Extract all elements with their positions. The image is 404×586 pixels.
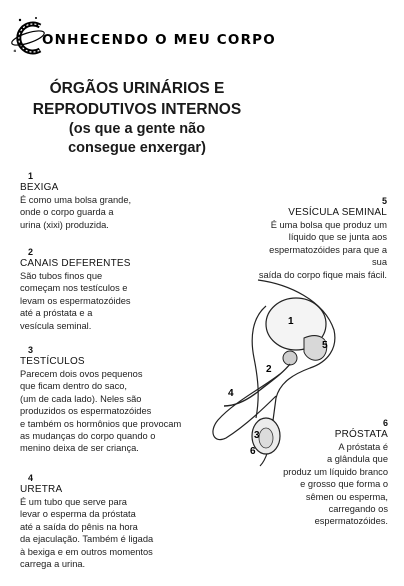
section-vesicula-seminal	[255, 196, 387, 281]
section-name: VESÍCULA SEMINAL	[288, 207, 387, 218]
section-uretra	[20, 473, 200, 570]
urethra	[224, 364, 290, 406]
page-title	[22, 78, 252, 158]
diagram-label-1: 1	[288, 316, 294, 327]
testicle-inner	[259, 428, 273, 448]
section-text: São tubos finos que começam nos testículos e levam os espermatozóides até a próstata e a vesícula seminal.	[20, 271, 131, 331]
section-text: A próstata é a glândula que produz um líquido branco e grosso que forma o sêmen ou esperma, carregando os espermatozóides.	[283, 442, 388, 527]
diagram-label-5: 5	[322, 340, 328, 351]
diagram-label-2: 2	[266, 364, 272, 375]
title-line-4: consegue enxergar)	[68, 140, 206, 156]
section-text: É uma bolsa que produz um líquido que se junta aos espermatozóides para que a sua saída do corpo fique mais fácil.	[258, 220, 387, 280]
section-text: Parecem dois ovos pequenos que ficam dentro do saco, (um de cada lado). Neles são produzidos os espermatozóides e também os hormônios que provocam as mudanças do corpo quando o menino deixa de ser criança.	[20, 369, 182, 454]
section-bexiga	[20, 171, 170, 231]
diagram-label-4: 4	[228, 388, 234, 399]
section-number: 2	[28, 247, 34, 257]
reproductive-organs-diagram	[196, 278, 346, 468]
section-name: CANAIS DEFERENTES	[20, 258, 131, 269]
section-number: 4	[28, 473, 34, 483]
diagram-label-3: 3	[254, 430, 260, 441]
section-name: BEXIGA	[20, 182, 59, 193]
title-line-2: REPRODUTIVOS INTERNOS	[32, 101, 242, 118]
section-name: PRÓSTATA	[334, 429, 388, 440]
section-canais-deferentes	[20, 247, 170, 332]
section-number: 6	[382, 418, 388, 428]
section-name: TESTÍCULOS	[20, 356, 85, 367]
section-number: 5	[381, 196, 387, 206]
vas-deferens	[252, 306, 266, 418]
section-number: 3	[28, 345, 34, 355]
section-text: É como uma bolsa grande, onde o corpo guarda a urina (xixi) produzida.	[20, 195, 132, 230]
prostate	[283, 351, 297, 365]
header-title: ONHECENDO O MEU CORPO	[42, 32, 276, 48]
section-testiculos	[20, 345, 220, 455]
title-line-3: (os que a gente não	[68, 121, 206, 137]
section-number: 1	[28, 171, 34, 181]
section-name: URETRA	[20, 484, 63, 495]
page-header	[10, 14, 310, 58]
title-line-1: ÓRGÃOS URINÁRIOS E	[49, 80, 225, 97]
diagram-label-6: 6	[250, 446, 256, 457]
section-text: É um tubo que serve para levar o esperma da próstata até a saída do pênis na hora da ejaculação. Também é ligada à bexiga e em outros momentos carrega a urina.	[20, 497, 154, 570]
